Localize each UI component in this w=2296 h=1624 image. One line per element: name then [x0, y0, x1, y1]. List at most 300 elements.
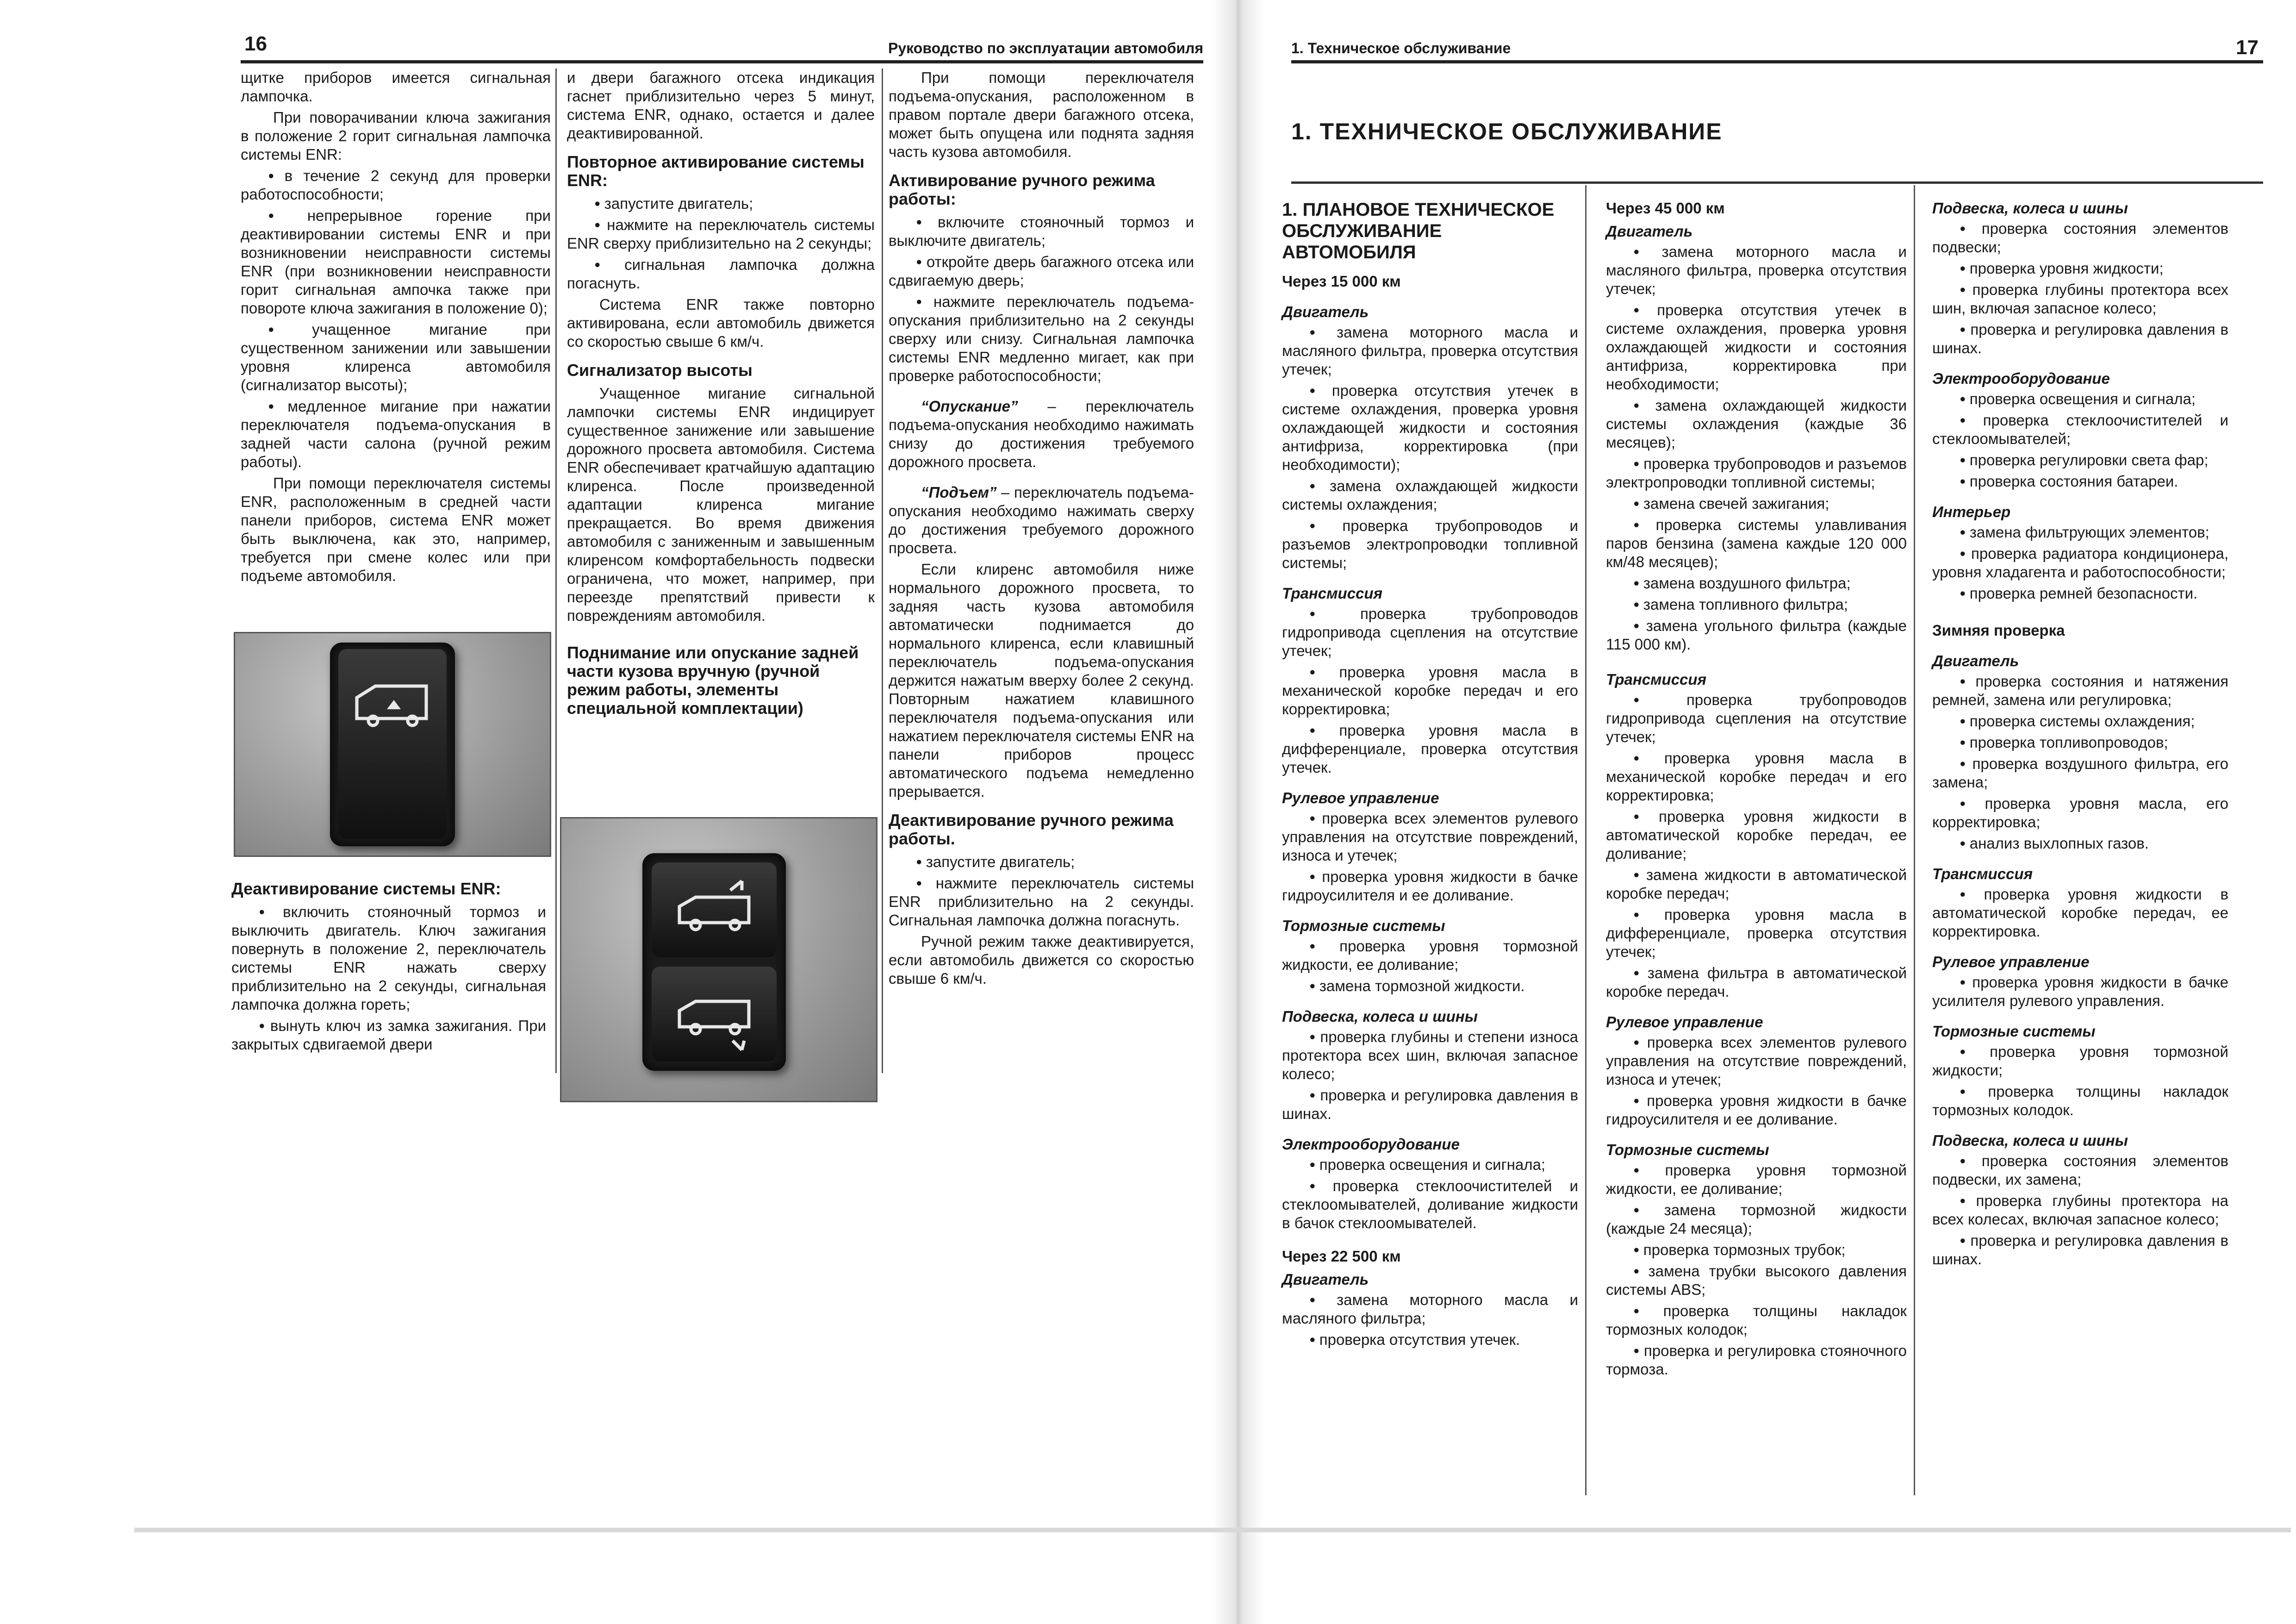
bullet-text: проверка уровня тормозной жидкости, ее доливание;: [1606, 1162, 1907, 1197]
bullet-text: замена моторного масла и масляного фильтра, проверка отсутствия утечек;: [1282, 324, 1578, 378]
bullet-text: проверка уровня тормозной жидкости, ее доливание;: [1282, 937, 1578, 973]
bullet-icon: •: [1310, 1177, 1315, 1194]
bullet-text: проверка топливопроводов;: [1969, 734, 2168, 751]
bullet-item: [1606, 906, 1907, 961]
bullet-icon: •: [1634, 964, 1639, 981]
bullet-text: проверка регулировки света фар;: [1969, 451, 2209, 468]
bullet-text: замена охлаждающей жидкости системы охлаждения (каждые 36 месяцев);: [1606, 397, 1907, 451]
bullet-icon: •: [1310, 382, 1315, 399]
bullet-icon: •: [259, 903, 265, 920]
bullet-icon: •: [1310, 810, 1315, 827]
bullet-icon: •: [1960, 524, 1966, 541]
bullet-icon: •: [1634, 866, 1639, 883]
bullet-item: [1932, 390, 2228, 408]
section-heading: Деактивирование системы ENR:: [231, 879, 501, 898]
bullet-item: [1606, 866, 1907, 903]
running-header: 1. Техническое обслуживание: [1291, 40, 1511, 56]
bullet-icon: •: [1634, 617, 1639, 634]
bullet-icon: •: [259, 1017, 265, 1034]
bullet-icon: •: [1634, 1262, 1639, 1280]
left-col-3: [889, 69, 1194, 991]
bullet-text: проверка уровня масла в механической коробке передач и его корректировка;: [1282, 663, 1579, 718]
bullet-text: замена моторного масла и масляного фильтра, проверка отсутствия утечек;: [1606, 243, 1907, 297]
bullet-text: замена тормозной жидкости (каждые 24 месяца);: [1606, 1201, 1907, 1237]
column-divider: [1914, 185, 1915, 1495]
paragraph: При поворачивании ключа зажигания в положение 2 горит сигнальная лампочка системы ENR:: [241, 109, 551, 163]
bullet-icon: •: [1634, 1201, 1639, 1218]
bullet-item: [1932, 1043, 2228, 1080]
bullet-item: [1282, 1156, 1578, 1174]
bullet-icon: •: [1634, 575, 1639, 592]
column-divider: [1585, 185, 1587, 1495]
bullet-icon: •: [1960, 260, 1966, 277]
bullet-item: [1932, 451, 2228, 469]
bullet-text: проверка отсутствия утечек в системе охлаждения, проверка уровня охлаждающей жидкости и состояния антифриза, корректировка (при необходимости);: [1282, 382, 1579, 473]
group-heading: Трансмиссия: [1606, 671, 1706, 688]
group-heading: Электрооборудование: [1282, 1136, 1460, 1153]
bullet-item: [1606, 691, 1907, 746]
bullet-item: [889, 293, 1194, 385]
bullet-text: проверка стеклоочистителей и стеклоомывателей, доливание жидкости в бачок стеклоомывателей.: [1282, 1177, 1578, 1231]
bullet-text: замена фильтрующих элементов;: [1969, 524, 2209, 541]
bullet-text: замена моторного масла и масляного фильтра;: [1282, 1291, 1578, 1327]
bullet-icon: •: [1634, 1241, 1639, 1258]
bullet-text: запустите двигатель;: [604, 195, 753, 212]
bullet-icon: •: [1960, 1152, 1966, 1169]
bullet-icon: •: [268, 167, 274, 184]
bullet-icon: •: [1634, 243, 1639, 260]
bullet-icon: •: [1634, 1342, 1639, 1359]
bullet-item: [567, 216, 875, 253]
bullet-icon: •: [268, 207, 274, 224]
bullet-icon: •: [916, 853, 922, 870]
bullet-icon: •: [1960, 451, 1966, 468]
bullet-item: [889, 874, 1194, 930]
bullet-text: проверка уровня жидкости в бачке гидроусилителя и ее доливание.: [1606, 1092, 1907, 1128]
bullet-icon: •: [1960, 1083, 1966, 1100]
bullet-icon: •: [1960, 974, 1966, 991]
bullet-item: [1932, 544, 2228, 581]
bullet-icon: •: [1960, 545, 1966, 562]
bullet-item: [1932, 584, 2228, 603]
bullet-item: [889, 253, 1194, 290]
bullet-item: [1282, 663, 1578, 718]
bullet-text: замена трубки высокого давления системы ABS;: [1606, 1262, 1907, 1298]
bullet-item: [567, 194, 875, 213]
bullet-item: [889, 213, 1194, 250]
page-number: 16: [244, 32, 267, 55]
left-col-2: [567, 69, 875, 722]
bullet-icon: •: [1310, 1291, 1315, 1308]
chapter-rule: [1291, 181, 2263, 184]
bullet-item: [231, 1017, 546, 1054]
bullet-text: проверка воздушного фильтра, его замена;: [1932, 755, 2228, 791]
section-heading: Повторное активирование системы ENR:: [567, 152, 865, 190]
bullet-item: [1932, 523, 2228, 542]
bullet-item: [1606, 807, 1907, 863]
bullet-icon: •: [916, 213, 922, 231]
bullet-text: замена топливного фильтра;: [1643, 596, 1848, 613]
bullet-item: [1282, 868, 1578, 905]
bullet-text: замена фильтра в автоматической коробке передач.: [1606, 964, 1907, 1000]
bullet-text: проверка глубины протектора всех шин, включая запасное колесо;: [1932, 281, 2228, 317]
bullet-icon: •: [1960, 220, 1966, 237]
bullet-icon: •: [1960, 412, 1966, 429]
bullet-item: [1932, 259, 2228, 278]
chapter-title: 1. ТЕХНИЧЕСКОЕ ОБСЛУЖИВАНИЕ: [1291, 119, 1723, 144]
bullet-text: проверка толщины накладок тормозных колодок.: [1932, 1083, 2228, 1118]
bullet-text: сигнальная лампочка должна погаснуть.: [567, 256, 875, 292]
bullet-item: [1282, 1177, 1578, 1232]
bullet-item: [1932, 733, 2228, 752]
bullet-icon: •: [1634, 691, 1639, 708]
bullet-icon: •: [1960, 1192, 1966, 1209]
bullet-text: откройте дверь багажного отсека или сдвигаемую дверь;: [889, 253, 1195, 289]
bullet-item: [1282, 721, 1578, 777]
right-page-header: [1291, 32, 2263, 63]
group-heading: Подвеска, колеса и шины: [1282, 1008, 1478, 1025]
bullet-item: [889, 853, 1194, 871]
bullet-item: [1606, 749, 1907, 805]
bullet-icon: •: [1634, 495, 1639, 512]
group-heading: Тормозные системы: [1932, 1023, 2096, 1040]
bullet-text: проверка уровня жидкости в автоматической коробке передач, ее корректировка.: [1932, 886, 2229, 940]
bullet-item: [1606, 1342, 1907, 1379]
vehicle-down-icon: [652, 967, 777, 1062]
bullet-item: [1932, 411, 2228, 448]
bullet-icon: •: [1310, 1028, 1315, 1045]
interval-heading: Через 15 000 км: [1282, 273, 1401, 290]
bullet-item: [1282, 381, 1578, 474]
group-heading: Двигатель: [1282, 303, 1369, 320]
bullet-item: [1932, 973, 2228, 1010]
bullet-text: замена охлаждающей жидкости системы охлаждения;: [1282, 477, 1578, 513]
bullet-text: проверка освещения и сигнала;: [1969, 390, 2196, 407]
bullet-text: медленное мигание при нажатии переключателя подъема-опускания в задней части салона (ручной режим работы).: [241, 398, 551, 470]
bullet-text: проверка состояния и натяжения ремней, замена или регулировка;: [1932, 673, 2229, 708]
bullet-item: [1282, 517, 1578, 572]
section-heading: Поднимание или опускание задней части кузова вручную (ручной режим работы, элементы специальной комплектации): [567, 643, 859, 718]
bullet-icon: •: [1634, 455, 1639, 472]
bullet-item: [1606, 574, 1907, 593]
term-up: “Подъем”: [921, 484, 997, 501]
bullet-icon: •: [1310, 477, 1315, 494]
bullet-icon: •: [916, 253, 922, 270]
bullet-icon: •: [916, 874, 922, 892]
bullet-item: [1606, 1241, 1907, 1259]
bullet-item: [1606, 1201, 1907, 1238]
interval-heading: Зимняя проверка: [1932, 622, 2065, 639]
bullet-icon: •: [268, 321, 274, 338]
bullet-text: проверка всех элементов рулевого управления на отсутствие повреждений, износа и утечек;: [1606, 1034, 1907, 1088]
bullet-item: [1282, 1086, 1578, 1123]
bullet-text: проверка освещения и сигнала;: [1319, 1156, 1545, 1173]
bullet-item: [1932, 320, 2228, 357]
bullet-text: проверка уровня масла в дифференциале, проверка отсутствия утечек.: [1282, 722, 1579, 776]
bullet-item: [1932, 712, 2228, 731]
bullet-text: проверка уровня жидкости в бачке гидроусилителя и ее доливание.: [1282, 868, 1578, 904]
bullet-icon: •: [1310, 605, 1315, 622]
bullet-text: замена жидкости в автоматической коробке передач;: [1606, 866, 1907, 902]
bullet-text: проверка ремней безопасности.: [1969, 585, 2198, 602]
bullet-icon: •: [1960, 734, 1966, 751]
paragraph-text: – переключатель подъема-опускания необходимо нажимать сверху до достижения требуемого дорожного просвета.: [889, 484, 1194, 556]
bullet-item: [1282, 323, 1578, 379]
bullet-icon: •: [1960, 795, 1966, 812]
bullet-text: проверка уровня масла, его корректировка;: [1932, 795, 2228, 831]
group-heading: Подвеска, колеса и шины: [1932, 200, 2128, 217]
bullet-item: [1932, 794, 2228, 831]
bullet-item: [241, 397, 551, 471]
bullet-item: [1606, 243, 1907, 298]
bullet-text: проверка трубопроводов гидропривода сцепления на отсутствие утечек;: [1606, 691, 1907, 745]
paragraph-text: – переключатель подъема-опускания необходимо нажимать снизу до достижения требуемого дорожного просвета.: [889, 398, 1194, 470]
paragraph: и двери багажного отсека индикация гаснет приблизительно через 5 минут, система ENR, однако, остается и далее деактивированной.: [567, 69, 875, 142]
bullet-text: проверка уровня тормозной жидкости;: [1932, 1043, 2228, 1079]
paragraph: При помощи переключателя системы ENR, расположенным в средней части панели приборов, система ENR может быть выключена, как это, например, требуется при смене колес или при подъеме автомобиля.: [241, 475, 551, 584]
bullet-text: проверка системы улавливания паров бензина (замена каждые 120 000 км/48 месяцев);: [1606, 516, 1907, 570]
bullet-icon: •: [1310, 977, 1315, 994]
bullet-icon: •: [595, 256, 600, 273]
bullet-icon: •: [1960, 835, 1966, 852]
vehicle-up-icon: [338, 649, 447, 742]
left-page-header: [241, 32, 1203, 63]
bullet-item: [1606, 301, 1907, 394]
bullet-text: проверка и регулировка стояночного тормоза.: [1606, 1342, 1907, 1378]
bullet-item: [1932, 885, 2228, 941]
term-down: “Опускание”: [921, 398, 1018, 415]
bullet-item: [1606, 595, 1907, 614]
bullet-item: [1606, 1092, 1907, 1129]
paragraph: Учащенное мигание сигнальной лампочки системы ENR индицирует существенное занижение или завышение дорожного просвета автомобиля. Система ENR обеспечивает кратчайшую адаптацию клиренса. После произведенной адаптации клиренса мигание прекращается. Во время движения автомобиля с заниженным и завышенным клиренсом комфортабельность подвески ограничена, что может, например, при переезде препятствий привести к повреждениям автомобиля.: [567, 385, 875, 624]
bullet-item: [231, 903, 546, 1014]
bullet-icon: •: [1960, 1043, 1966, 1060]
left-col-1-bottom: [231, 880, 546, 1056]
rocker-button-up: [652, 862, 777, 957]
bullet-item: [1932, 219, 2228, 256]
right-col-1: [1282, 199, 1578, 1352]
bullet-text: проверка системы охлаждения;: [1969, 712, 2195, 730]
bullet-item: [1606, 455, 1907, 492]
bullet-icon: •: [1960, 281, 1966, 298]
bullet-icon: •: [1310, 868, 1315, 885]
running-header: Руководство по эксплуатации автомобиля: [888, 40, 1203, 56]
paragraph: щитке приборов имеется сигнальная лампочка.: [241, 69, 551, 105]
interval-heading: Через 45 000 км: [1606, 200, 1725, 217]
group-heading: Тормозные системы: [1606, 1141, 1769, 1158]
group-heading: Тормозные системы: [1282, 917, 1445, 934]
group-heading: Трансмиссия: [1282, 585, 1382, 602]
switch-housing: [642, 853, 786, 1071]
bullet-item: [1932, 281, 2228, 318]
bullet-text: проверка состояния элементов подвески;: [1932, 220, 2228, 256]
bullet-text: проверка отсутствия утечек.: [1319, 1331, 1520, 1348]
group-heading: Электрооборудование: [1932, 370, 2110, 387]
section-heading: Активирование ручного режима работы:: [889, 171, 1155, 208]
bullet-item: [1606, 964, 1907, 1001]
bullet-text: проверка отсутствия утечек в системе охлаждения, проверка уровня охлаждающей жидкости и состояния антифриза, корректировка при необходимости;: [1606, 301, 1907, 393]
bullet-text: учащенное мигание при существенном занижении или завышении уровня клиренса автомобиля (сигнализатор высоты);: [241, 321, 551, 394]
lift-lower-switch-photo: [560, 817, 877, 1102]
bullet-text: анализ выхлопных газов.: [1969, 835, 2149, 852]
bullet-text: нажмите переключатель подъема-опускания приблизительно на 2 секунды сверху или снизу. Сигнальная лампочка системы ENR медленно мигает, как при проверке работоспособности;: [889, 293, 1195, 384]
bullet-text: проверка трубопроводов и разъемов электропроводки топливной системы;: [1606, 455, 1907, 491]
section-heading: Сигнализатор высоты: [567, 361, 753, 380]
bullet-item: [1282, 477, 1578, 514]
bullet-item: [1606, 396, 1907, 452]
bullet-icon: •: [1310, 1087, 1315, 1104]
paragraph: Ручной режим также деактивируется, если автомобиль движется со скоростью свыше 6 км/ч.: [889, 933, 1194, 987]
bullet-text: вынуть ключ из замка зажигания. При закрытых сдвигаемой двери: [231, 1017, 546, 1053]
right-page: [1240, 0, 2296, 1624]
bullet-icon: •: [1960, 321, 1966, 338]
bullet-text: нажмите на переключатель системы ENR сверху приблизительно на 2 секунды;: [567, 216, 875, 252]
bullet-icon: •: [1960, 886, 1966, 903]
bullet-icon: •: [1634, 808, 1639, 825]
bullet-text: замена тормозной жидкости.: [1319, 977, 1525, 994]
bullet-text: проверка уровня масла в механической коробке передач и его корректировка;: [1606, 750, 1907, 804]
switch-housing: [330, 643, 455, 846]
bullet-text: проверка всех элементов рулевого управления на отсутствие повреждений, износа и утечек;: [1282, 810, 1578, 864]
bullet-icon: •: [1634, 1302, 1639, 1319]
bullet-icon: •: [1960, 755, 1966, 772]
bullet-icon: •: [1310, 1156, 1315, 1173]
bullet-text: проверка уровня масла в дифференциале, проверка отсутствия утечек;: [1606, 906, 1907, 960]
bullet-icon: •: [1634, 516, 1639, 533]
bullet-icon: •: [1310, 324, 1315, 341]
bullet-item: [1932, 1152, 2228, 1189]
bullet-item: [1932, 834, 2228, 853]
bullet-text: непрерывное горение при деактивировании системы ENR и при возникновении неисправности системы ENR (при возникновении неисправности горит сигнальная ампочка также при повороте ключа зажигания в положение 0);: [241, 207, 551, 317]
group-heading: Подвеска, колеса и шины: [1932, 1132, 2128, 1149]
paragraph: Если клиренс автомобиля ниже нормального дорожного просвета, то задняя часть кузова автомобиля автоматически поднимается до нормального клиренса, если клавишный переключатель подъема-опускания держится нажатым вверху более 2 секунд. Повторным нажатием клавишного переключателя подъема-опускания или нажатием переключателя системы ENR на панели приборов процесс автоматического подъема немедленно прерывается.: [889, 561, 1194, 800]
bullet-text: проверка тормозных трубок;: [1643, 1241, 1846, 1258]
left-col-1: [241, 69, 551, 588]
group-heading: Двигатель: [1606, 223, 1693, 240]
bullet-icon: •: [1634, 596, 1639, 613]
paragraph: При помощи переключателя подъема-опускания, расположенном в правом портале двери багажного отсека, может быть опущена или поднята задняя часть кузова автомобиля.: [889, 69, 1194, 160]
bullet-icon: •: [1960, 673, 1966, 690]
bullet-text: проверка состояния элементов подвески, их замена;: [1932, 1152, 2228, 1188]
bullet-icon: •: [595, 195, 600, 212]
group-heading: Рулевое управление: [1282, 789, 1439, 806]
group-heading: Двигатель: [1282, 1271, 1369, 1288]
bullet-text: проверка стеклоочистителей и стеклоомывателей;: [1932, 412, 2228, 447]
bullet-icon: •: [1310, 1331, 1315, 1348]
paragraph: [889, 397, 1194, 471]
bullet-item: [1606, 1033, 1907, 1089]
bullet-text: замена свечей зажигания;: [1643, 495, 1829, 512]
bullet-text: проверка и регулировка давления в шинах.: [1932, 1232, 2228, 1268]
bullet-icon: •: [1310, 663, 1315, 681]
bullet-icon: •: [595, 216, 600, 233]
bullet-icon: •: [1310, 937, 1315, 955]
bullet-text: проверка уровня жидкости в автоматической коробке передач, ее доливание;: [1606, 808, 1907, 862]
bullet-icon: •: [1960, 473, 1966, 490]
group-heading: Двигатель: [1932, 652, 2019, 669]
bullet-icon: •: [1960, 712, 1966, 730]
bullet-text: включить стояночный тормоз и выключить двигатель. Ключ зажигания повернуть в положение 2, переключатель системы ENR нажать сверху приблизительно на 2 секунды, сигнальная лампочка должна гореть;: [231, 903, 546, 1013]
bullet-item: [1606, 1302, 1907, 1339]
group-heading: Рулевое управление: [1932, 953, 2090, 970]
bullet-text: замена воздушного фильтра;: [1643, 575, 1851, 592]
bullet-text: проверка трубопроводов и разъемов электропроводки топливной системы;: [1282, 517, 1578, 571]
column-divider: [555, 69, 557, 1073]
section-heading: 1. ПЛАНОВОЕ ТЕХНИЧЕСКОЕ ОБСЛУЖИВАНИЕ АВТОМОБИЛЯ: [1282, 200, 1555, 262]
bullet-item: [1606, 1262, 1907, 1299]
bullet-icon: •: [1634, 1162, 1639, 1179]
bullet-item: [241, 320, 551, 394]
bullet-item: [241, 167, 551, 204]
bullet-item: [1282, 937, 1578, 974]
page-number: 17: [2236, 36, 2259, 59]
bullet-text: проверка и регулировка давления в шинах.: [1282, 1087, 1578, 1122]
bullet-icon: •: [916, 293, 922, 310]
bullet-text: проверка глубины и степени износа протектора всех шин, включая запасное колесо;: [1282, 1028, 1578, 1082]
bullet-text: проверка радиатора кондиционера, уровня хладагента и работоспособности;: [1932, 545, 2228, 581]
bullet-item: [1932, 755, 2228, 792]
bullet-item: [1282, 809, 1578, 865]
bullet-item: [1606, 516, 1907, 571]
bullet-text: проверка трубопроводов гидропривода сцепления на отсутствие утечек;: [1282, 605, 1578, 659]
bullet-icon: •: [1310, 722, 1315, 739]
bullet-item: [567, 256, 875, 293]
bullet-icon: •: [1634, 301, 1639, 319]
bullet-item: [1282, 605, 1578, 660]
bullet-item: [1282, 1291, 1578, 1328]
bullet-icon: •: [1634, 1034, 1639, 1051]
bullet-icon: •: [1634, 397, 1639, 414]
bullet-text: проверка состояния батареи.: [1969, 473, 2178, 490]
bullet-item: [1282, 1028, 1578, 1083]
bullet-text: нажмите переключатель системы ENR приблизительно на 2 секунды. Сигнальная лампочка должна погаснуть.: [889, 874, 1195, 929]
section-heading: Деактивирование ручного режима работы.: [889, 811, 1174, 848]
bullet-text: проверка уровня жидкости;: [1969, 260, 2164, 277]
bullet-item: [1932, 1082, 2228, 1119]
bullet-item: [1606, 494, 1907, 513]
paragraph: Система ENR также повторно активирована, если автомобиль движется со скоростью свыше 6 км/ч.: [567, 296, 875, 350]
right-col-2: [1606, 199, 1907, 1381]
group-heading: Рулевое управление: [1606, 1013, 1763, 1031]
bullet-text: включите стояночный тормоз и выключите двигатель;: [889, 213, 1195, 249]
bullet-item: [1606, 1161, 1907, 1198]
paragraph: [889, 483, 1194, 557]
bullet-item: [1932, 672, 2228, 709]
bullet-icon: •: [1634, 1092, 1639, 1109]
bullet-icon: •: [1960, 1232, 1966, 1249]
bullet-text: проверка и регулировка давления в шинах.: [1932, 321, 2228, 356]
rocker-button: [338, 649, 447, 839]
right-col-3: [1932, 199, 2228, 1271]
vehicle-up-icon: [652, 862, 777, 957]
bullet-text: запустите двигатель;: [926, 853, 1075, 870]
bullet-item: [241, 206, 551, 318]
bullet-item: [1932, 1192, 2228, 1229]
bullet-icon: •: [1310, 517, 1315, 534]
bullet-text: проверка уровня жидкости в бачке усилителя рулевого управления.: [1932, 974, 2228, 1009]
bullet-icon: •: [1960, 390, 1966, 407]
bullet-text: проверка глубины протектора на всех колесах, включая запасное колесо;: [1932, 1192, 2228, 1228]
bullet-icon: •: [1634, 906, 1639, 923]
bullet-text: замена угольного фильтра (каждые 115 000 км).: [1606, 617, 1907, 653]
interval-heading: Через 22 500 км: [1282, 1248, 1401, 1265]
bullet-icon: •: [1634, 750, 1639, 767]
bullet-item: [1606, 617, 1907, 654]
enr-switch-photo: [234, 632, 551, 857]
bullet-icon: •: [268, 398, 274, 415]
bullet-item: [1282, 1330, 1578, 1349]
column-divider: [882, 69, 883, 1073]
